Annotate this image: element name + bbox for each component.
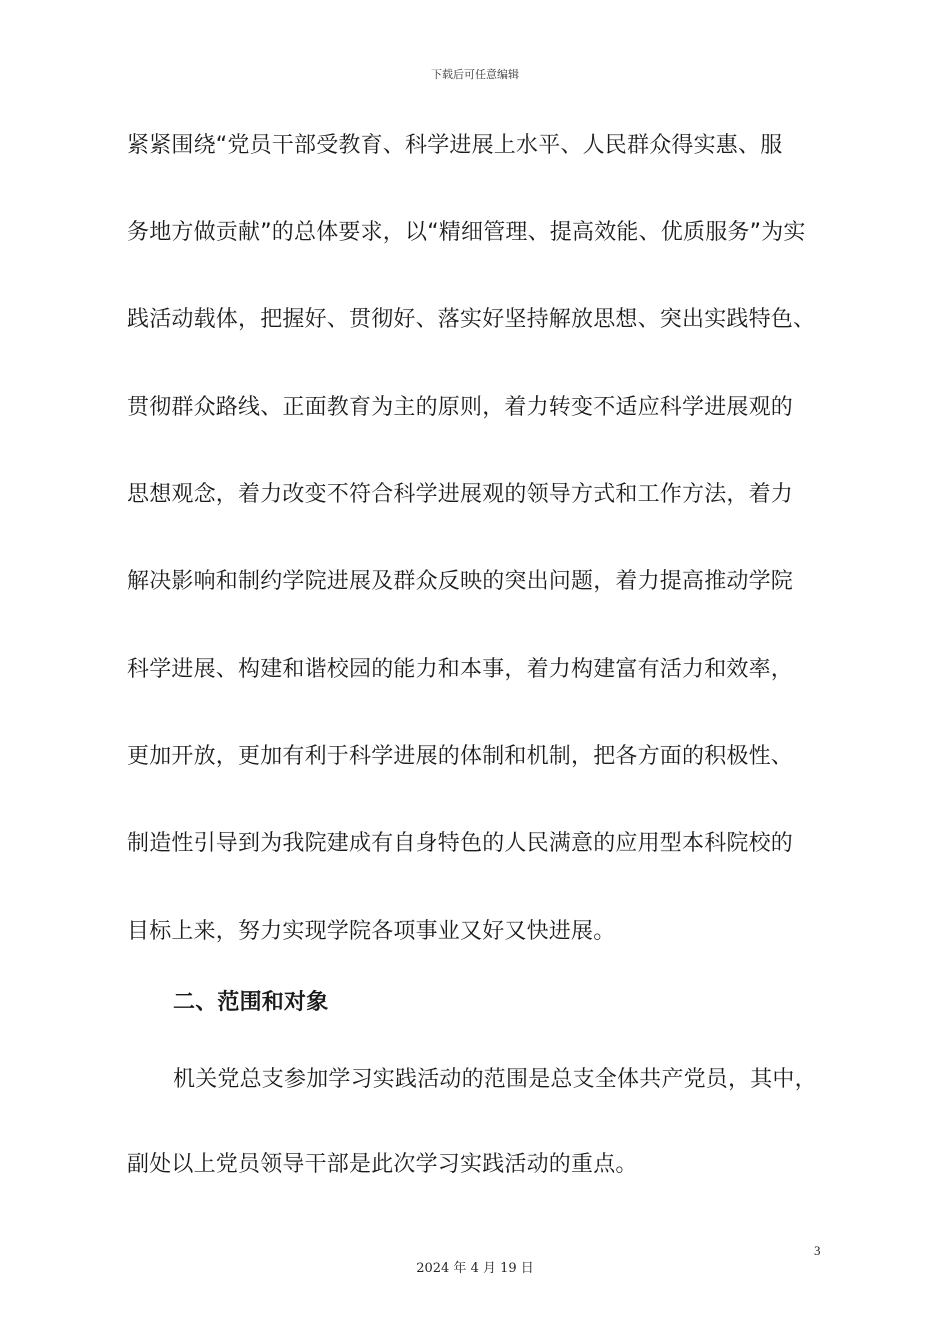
paragraph-line: 解决影响和制约学院进展及群众反映的突出问题，着力提高推动学院 xyxy=(127,569,794,594)
header-note: 下载后可任意编辑 xyxy=(431,68,519,81)
paragraph-line: 制造性引导到为我院建成有自身特色的人民满意的应用型本科院校的 xyxy=(127,831,794,856)
paragraph-line: 更加开放，更加有利于科学进展的体制和机制，把各方面的积极性、 xyxy=(127,744,794,769)
section-heading: 二、范围和对象 xyxy=(173,990,329,1015)
paragraph-line: 务地方做贡献”的总体要求，以“精细管理、提高效能、优质服务”为实 xyxy=(127,220,806,245)
paragraph-line: 机关党总支参加学习实践活动的范围是总支全体共产党员，其中， xyxy=(173,1067,817,1092)
page-number: 3 xyxy=(814,1243,821,1258)
paragraph-line: 科学进展、构建和谐校园的能力和本事，着力构建富有活力和效率， xyxy=(127,657,794,682)
footer-date: 2024 年 4 月 19 日 xyxy=(416,1261,534,1276)
paragraph-line: 副处以上党员领导干部是此次学习实践活动的重点。 xyxy=(127,1152,638,1177)
paragraph-line: 思想观念，着力改变不符合科学进展观的领导方式和工作方法，着力 xyxy=(127,482,794,507)
paragraph-line: 目标上来，努力实现学院各项事业又好又快进展。 xyxy=(127,919,616,944)
paragraph-line: 贯彻群众路线、正面教育为主的原则，着力转变不适应科学进展观的 xyxy=(127,395,794,420)
paragraph-line: 践活动载体，把握好、贯彻好、落实好坚持解放思想、突出实践特色、 xyxy=(127,307,816,332)
paragraph-line: 紧紧围绕“党员干部受教育、科学进展上水平、人民群众得实惠、服 xyxy=(127,133,783,158)
